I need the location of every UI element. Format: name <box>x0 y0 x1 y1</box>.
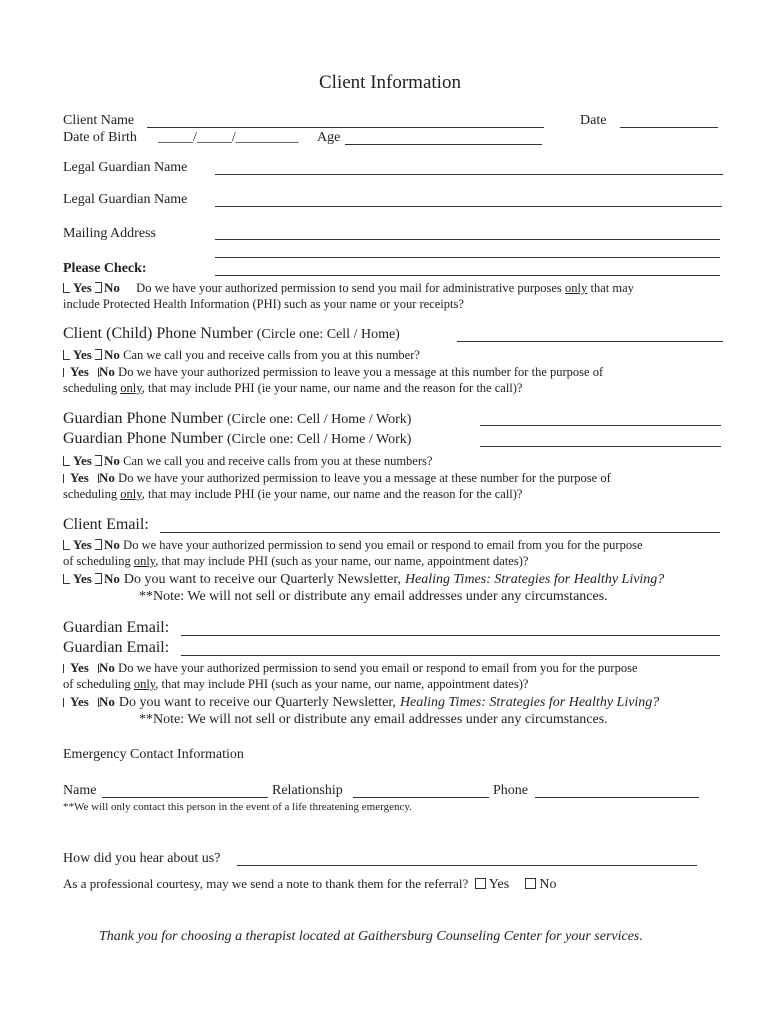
q1-tail: , that may include PHI (such as your name, our name, appointment dates)? <box>155 677 529 691</box>
yes-label: Yes <box>70 660 89 675</box>
guardian-email-label-1: Guardian Email: <box>63 619 170 636</box>
referral-yes-checkbox[interactable] <box>475 878 486 889</box>
yes-checkbox[interactable] <box>63 698 64 707</box>
referral-field[interactable] <box>237 865 697 866</box>
client-phone-row <box>63 325 400 343</box>
guardian-email-q2-row <box>63 693 659 711</box>
client-phone-field[interactable] <box>457 341 723 342</box>
no-label: No <box>99 694 115 709</box>
client-phone-circle: (Circle one: Cell / Home) <box>256 327 400 342</box>
mail-permission-row <box>63 280 634 296</box>
emergency-note: **We will only contact this person in the event of a life threatening emergency. <box>63 801 412 813</box>
client-name-label: Client Name <box>63 113 135 128</box>
referral-courtesy-row <box>63 876 557 893</box>
client-email-q1-line2 <box>63 554 528 569</box>
q2-scheduling: scheduling <box>63 381 118 395</box>
no-checkbox[interactable] <box>95 282 102 293</box>
guardian-phone-field-1[interactable] <box>480 425 721 426</box>
referral-question: How did you hear about us? <box>63 851 221 866</box>
guardian-email-q1: Do we have your authorized permission to send you email or respond to email from you for the purpose <box>118 661 638 675</box>
yes-label: Yes <box>73 537 92 552</box>
q2-tail: , that may include PHI (ie your name, our name and the reason for the call)? <box>141 381 523 395</box>
client-email-field[interactable] <box>160 532 720 533</box>
no-label: No <box>104 571 120 586</box>
client-name-field[interactable] <box>147 127 544 128</box>
q2-tail: , that may include PHI (ie your name, our name and the reason for the call)? <box>141 487 523 501</box>
guardian-phone-q1-row <box>63 453 432 469</box>
emergency-phone-field[interactable] <box>535 797 699 798</box>
emergency-heading: Emergency Contact Information <box>63 747 244 762</box>
no-label: No <box>99 364 115 379</box>
address-line-1[interactable] <box>215 239 720 240</box>
mail-question-tail: that may <box>590 281 634 295</box>
guardian-phone-row-1 <box>63 410 411 428</box>
guardian1-label: Legal Guardian Name <box>63 160 188 175</box>
yes-label: Yes <box>73 347 92 362</box>
age-field[interactable] <box>345 144 542 145</box>
q2-only: only <box>120 381 142 395</box>
yes-checkbox[interactable] <box>63 456 70 466</box>
client-email-q1-row <box>63 537 643 553</box>
yes-label: Yes <box>73 453 92 468</box>
mail-question-line2: include Protected Health Information (PHI) such as your name or your receipts? <box>63 297 464 311</box>
mail-question-only: only <box>565 281 588 295</box>
emergency-phone-label: Phone <box>493 783 528 798</box>
guardian-email-label-2: Guardian Email: <box>63 639 170 656</box>
dob-field[interactable]: _____/_____/_________ <box>158 130 299 145</box>
emergency-name-label: Name <box>63 783 97 798</box>
yes-label: Yes <box>70 364 89 379</box>
guardian2-label: Legal Guardian Name <box>63 192 188 207</box>
referral-no-checkbox[interactable] <box>525 878 536 889</box>
guardian-phone-label: Guardian Phone Number <box>63 410 223 427</box>
yes-label: Yes <box>70 470 89 485</box>
yes-checkbox[interactable] <box>63 474 64 483</box>
no-checkbox[interactable] <box>95 455 102 466</box>
guardian-phone-circle: (Circle one: Cell / Home / Work) <box>226 412 412 427</box>
guardian-phone-label: Guardian Phone Number <box>63 430 223 447</box>
guardian-phone-q2-line2 <box>63 487 522 502</box>
q2-scheduling: scheduling <box>63 487 118 501</box>
no-label: No <box>99 470 115 485</box>
address-label: Mailing Address <box>63 226 156 241</box>
referral-courtesy: As a professional courtesy, may we send a note to thank them for the referral? <box>63 876 469 891</box>
no-label: No <box>104 347 120 362</box>
guardian-email-note: **Note: We will not sell or distribute any email addresses under any circumstances. <box>139 712 608 727</box>
address-line-3[interactable] <box>215 275 720 276</box>
yes-checkbox[interactable] <box>63 574 70 584</box>
q2-only: only <box>120 487 142 501</box>
yes-checkbox[interactable] <box>63 540 70 550</box>
guardian2-field[interactable] <box>215 206 722 207</box>
client-phone-label: Client (Child) Phone Number <box>63 325 253 342</box>
newsletter-title: Healing Times: Strategies for Healthy Living? <box>399 695 660 710</box>
referral-yes-label: Yes <box>488 877 510 892</box>
yes-label: Yes <box>70 694 89 709</box>
client-phone-q2: Do we have your authorized permission to leave you a message at this number for the purpose of <box>118 365 604 379</box>
date-label: Date <box>580 113 607 128</box>
guardian-phone-row-2 <box>63 430 411 448</box>
yes-checkbox[interactable] <box>63 350 70 360</box>
no-label: No <box>99 660 115 675</box>
emergency-name-field[interactable] <box>102 797 268 798</box>
address-line-2[interactable] <box>215 257 720 258</box>
q1-only: only <box>133 554 156 568</box>
guardian-email-field-1[interactable] <box>181 635 720 636</box>
no-checkbox[interactable] <box>95 539 102 550</box>
guardian-email-q1-line2 <box>63 677 528 692</box>
age-label: Age <box>317 130 341 145</box>
client-phone-q1: Can we call you and receive calls from you at this number? <box>123 348 420 362</box>
yes-label: Yes <box>73 280 92 295</box>
no-checkbox[interactable] <box>95 349 102 360</box>
guardian-phone-q2-row <box>63 470 611 486</box>
no-label: No <box>104 537 120 552</box>
guardian-email-q2: Do you want to receive our Quarterly Newsletter, <box>118 695 396 710</box>
q1-only: only <box>133 677 156 691</box>
page-title: Client Information <box>319 72 461 93</box>
client-email-q2-row <box>63 570 664 588</box>
client-phone-q2-row <box>63 364 603 380</box>
guardian-phone-q2: Do we have your authorized permission to leave you a message at these number for the purpose of <box>118 471 611 485</box>
guardian-phone-field-2[interactable] <box>480 446 721 447</box>
please-check-label: Please Check: <box>63 261 147 276</box>
q1-scheduling: of scheduling <box>63 677 131 691</box>
no-label: No <box>104 453 120 468</box>
yes-label: Yes <box>73 571 92 586</box>
emergency-relationship-label: Relationship <box>272 783 343 798</box>
dob-label: Date of Birth <box>63 130 137 145</box>
no-checkbox[interactable] <box>95 573 102 584</box>
mail-question-text: Do we have your authorized permission to send you mail for administrative purposes <box>136 281 562 295</box>
yes-checkbox[interactable] <box>63 283 70 293</box>
no-label: No <box>104 280 120 295</box>
client-email-q1: Do we have your authorized permission to send you email or respond to email from you for the purpose <box>123 538 643 552</box>
guardian-phone-circle: (Circle one: Cell / Home / Work) <box>226 432 412 447</box>
client-email-note: **Note: We will not sell or distribute any email addresses under any circumstances. <box>139 589 608 604</box>
emergency-relationship-field[interactable] <box>353 797 489 798</box>
date-field[interactable] <box>620 127 718 128</box>
guardian-phone-q1: Can we call you and receive calls from you at these numbers? <box>123 454 433 468</box>
footer-thanks: Thank you for choosing a therapist located at Gaithersburg Counseling Center for your services. <box>99 929 643 944</box>
guardian1-field[interactable] <box>215 174 723 175</box>
newsletter-title: Healing Times: Strategies for Healthy Living? <box>404 572 665 587</box>
referral-no-label: No <box>539 877 557 892</box>
guardian-email-field-2[interactable] <box>181 655 720 656</box>
yes-checkbox[interactable] <box>63 664 64 673</box>
client-phone-q2-line2 <box>63 381 522 396</box>
yes-checkbox[interactable] <box>63 368 64 377</box>
guardian-email-q1-row <box>63 660 638 676</box>
client-email-label: Client Email: <box>63 516 149 533</box>
client-phone-q1-row <box>63 347 420 363</box>
q1-scheduling: of scheduling <box>63 554 131 568</box>
q1-tail: , that may include PHI (such as your name, our name, appointment dates)? <box>155 554 529 568</box>
client-email-q2: Do you want to receive our Quarterly Newsletter, <box>123 572 401 587</box>
